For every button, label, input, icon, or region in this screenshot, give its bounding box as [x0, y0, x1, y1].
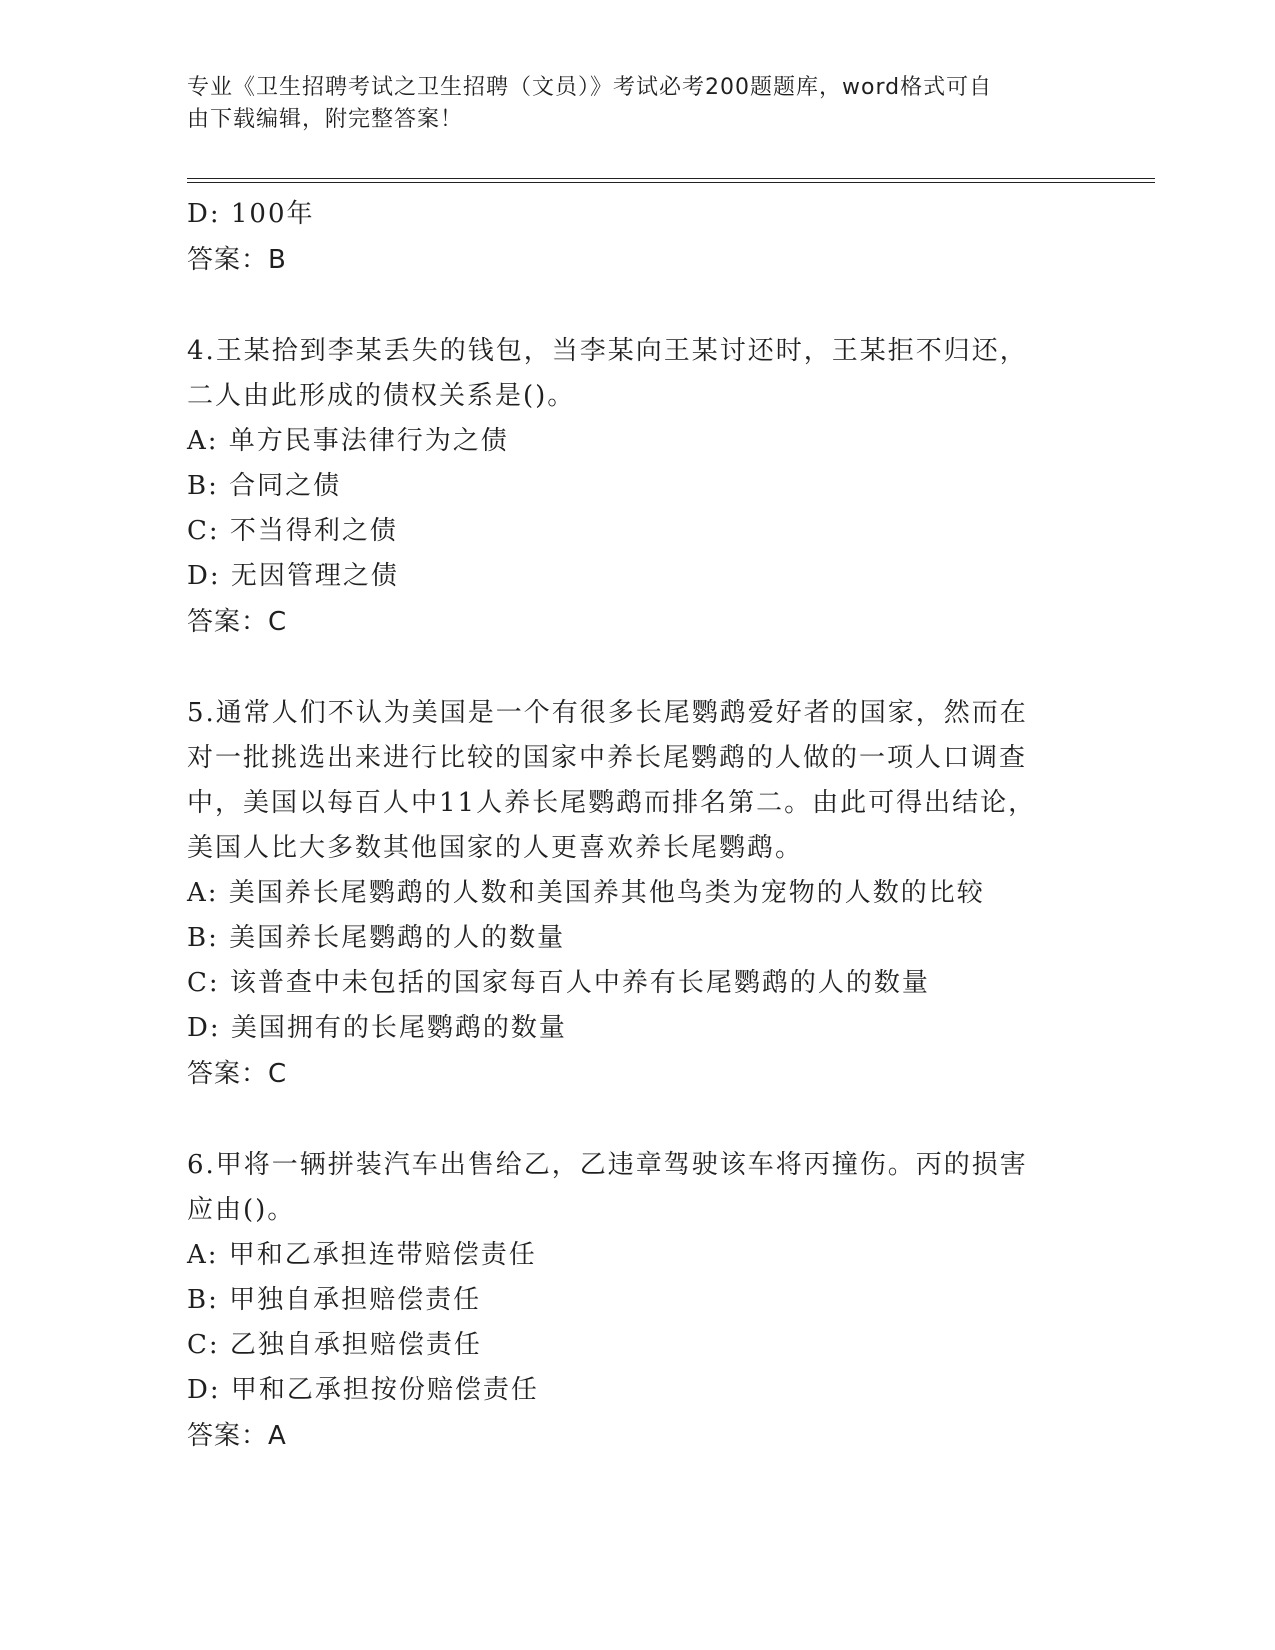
answer: 答案：C [187, 607, 288, 637]
option-a: A: 美国养长尾鹦鹉的人数和美国养其他鸟类为宠物的人数的比较 [187, 878, 985, 908]
option-b: B: 美国养长尾鹦鹉的人的数量 [187, 923, 566, 953]
header-divider-bottom [187, 182, 1155, 183]
header-line-1: 专业《卫生招聘考试之卫生招聘（文员）》考试必考200题题库，word格式可自 [187, 75, 993, 100]
question-stem-line: 美国人比大多数其他国家的人更喜欢养长尾鹦鹉。 [187, 833, 804, 863]
option-c: C: 不当得利之债 [187, 516, 398, 546]
option-d: D: 美国拥有的长尾鹦鹉的数量 [187, 1013, 567, 1043]
prev-answer: 答案：B [187, 245, 287, 275]
question-5 [187, 691, 1087, 1098]
spacer [187, 284, 1087, 329]
question-stem-line: 对一批挑选出来进行比较的国家中养长尾鹦鹉的人做的一项人口调查 [187, 743, 1028, 773]
question-stem-line: 二人由此形成的债权关系是()。 [187, 381, 576, 411]
prev-option-d: D: 100年 [187, 199, 315, 229]
option-c: C: 该普查中未包括的国家每百人中养有长尾鹦鹉的人的数量 [187, 968, 930, 998]
question-stem-line: 4.王某拾到李某丢失的钱包，当李某向王某讨还时，王某拒不归还， [187, 336, 1028, 366]
question-stem-line: 中，美国以每百人中11人养长尾鹦鹉而排名第二。由此可得出结论， [187, 788, 1037, 818]
option-a: A: 甲和乙承担连带赔偿责任 [187, 1240, 537, 1270]
document-body [187, 192, 1087, 1460]
header-line-2: 由下载编辑，附完整答案！ [187, 107, 464, 132]
question-4 [187, 329, 1087, 646]
spacer [187, 646, 1087, 691]
header-divider-top [187, 178, 1155, 179]
option-d: D: 甲和乙承担按份赔偿责任 [187, 1375, 539, 1405]
question-stem-line: 5.通常人们不认为美国是一个有很多长尾鹦鹉爱好者的国家，然而在 [187, 698, 1028, 728]
question-6 [187, 1143, 1087, 1460]
answer: 答案：A [187, 1421, 287, 1451]
option-b: B: 甲独自承担赔偿责任 [187, 1285, 482, 1315]
option-c: C: 乙独自承担赔偿责任 [187, 1330, 482, 1360]
question-stem-line: 6.甲将一辆拼装汽车出售给乙，乙违章驾驶该车将丙撞伤。丙的损害 [187, 1150, 1028, 1180]
option-b: B: 合同之债 [187, 471, 342, 501]
answer: 答案：C [187, 1059, 288, 1089]
document-header [187, 72, 1067, 136]
question-stem-line: 应由()。 [187, 1195, 296, 1225]
option-a: A: 单方民事法律行为之债 [187, 426, 509, 456]
spacer [187, 1098, 1087, 1143]
option-d: D: 无因管理之债 [187, 561, 399, 591]
